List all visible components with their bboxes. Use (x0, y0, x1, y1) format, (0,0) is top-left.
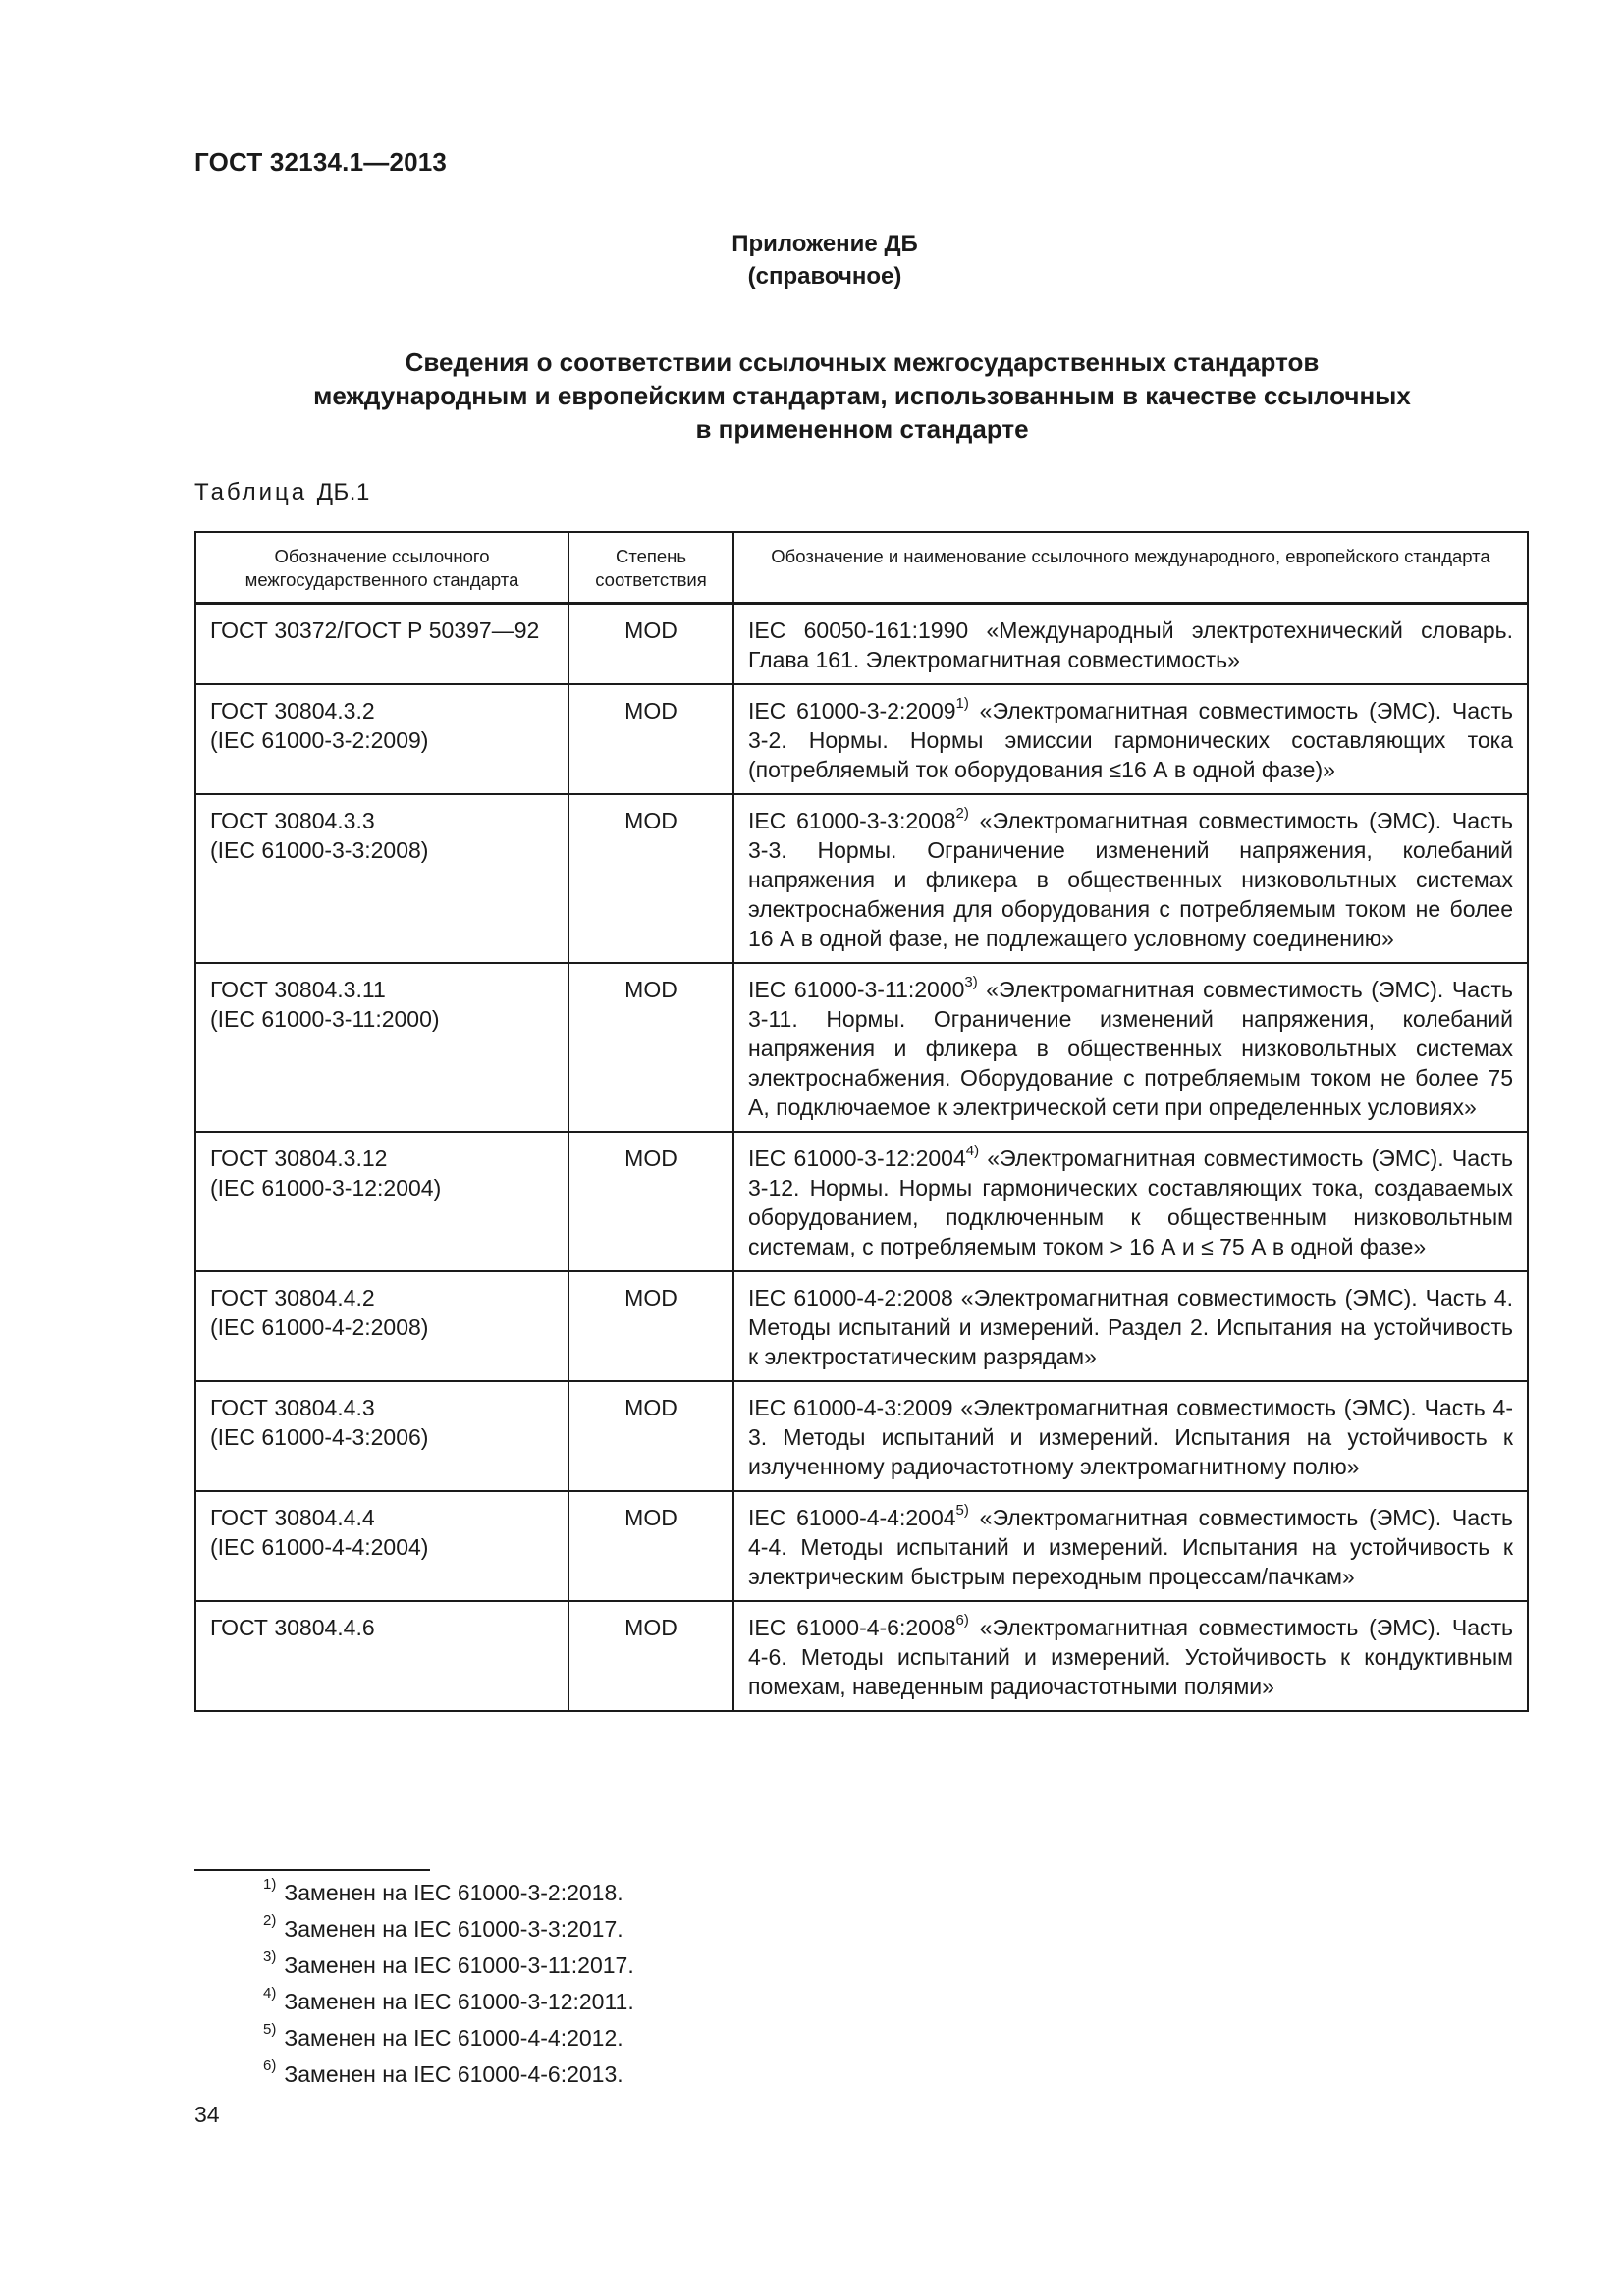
cell-degree: MOD (568, 1491, 733, 1601)
cell-designation: ГОСТ 30804.4.3 (IEC 61000-4-3:2006) (195, 1381, 568, 1491)
cell-international-standard (733, 684, 1528, 794)
ref-title: «Электромагнитная совместимость (ЭМС). Часть 3-11. Нормы. Ограничение изменений напряжения, колебаний напряжения и фликера в общественных низковольтных системах электроснабжения. Оборудование с потребляемым током не более 75 А, подключаемое к электрической сети при определенных условиях» (748, 977, 1513, 1120)
footnote-marker: 2) (955, 805, 969, 823)
table-header-row (195, 532, 1528, 604)
footnote-marker: 1) (955, 695, 969, 713)
ref-designation: IEC 61000-4-6:2008 (748, 1615, 956, 1640)
footnote-mark: 3) (263, 1949, 277, 1966)
footnote-text: Заменен на IEC 61000-3-3:2017. (284, 1916, 623, 1942)
table-row (195, 1381, 1528, 1491)
footnote (263, 1984, 634, 2020)
cell-degree: MOD (568, 1601, 733, 1711)
footnote (263, 1948, 634, 1984)
cell-designation: ГОСТ 30804.3.2 (IEC 61000-3-2:2009) (195, 684, 568, 794)
table-row (195, 684, 1528, 794)
table-row (195, 1132, 1528, 1271)
table-row (195, 604, 1528, 685)
cell-international-standard (733, 604, 1528, 685)
table-row (195, 1601, 1528, 1711)
header-designation: Обозначение ссылочного межгосударственного стандарта (195, 532, 568, 604)
section-title-line: в примененном стандарте (695, 414, 1029, 444)
ref-title: «Электромагнитная совместимость (ЭМС). Часть 4-6. Методы испытаний и измерений. Устойчивость к кондуктивным помехам, наведенным радиочастотными полями» (748, 1615, 1513, 1699)
footnote-mark: 4) (263, 1985, 277, 2002)
cell-international-standard (733, 1271, 1528, 1381)
document-header: ГОСТ 32134.1—2013 (194, 147, 448, 177)
table-row (195, 1271, 1528, 1381)
ref-title: «Электромагнитная совместимость (ЭМС). Часть 3-12. Нормы. Нормы гармонических составляющих тока, создаваемых оборудованием, подключенным к общественным низковольтным системам, с потребляемым током > 16 А и ≤ 75 А в одной фазе» (748, 1146, 1514, 1259)
ref-title: «Электромагнитная совместимость (ЭМС). Часть 3-3. Нормы. Ограничение изменений напряжения, колебаний напряжения и фликера в общественных низковольтных системах электроснабжения для оборудования с потребляемым током не более 16 А в одной фазе, не подлежащего условному соединению» (748, 808, 1513, 951)
cell-designation: ГОСТ 30804.4.2 (IEC 61000-4-2:2008) (195, 1271, 568, 1381)
ref-designation: IEC 60050-161:1990 (748, 617, 969, 643)
footnote-mark: 5) (263, 2021, 277, 2039)
cell-degree: MOD (568, 684, 733, 794)
cell-designation: ГОСТ 30804.4.6 (195, 1601, 568, 1711)
footnote-text: Заменен на IEC 61000-4-4:2012. (284, 2025, 623, 2051)
cell-international-standard (733, 963, 1528, 1132)
ref-title: «Электромагнитная совместимость (ЭМС). Часть 3-2. Нормы. Нормы эмиссии гармонических составляющих тока (потребляемый ток оборудования ≤16 А в одной фазе)» (748, 698, 1513, 782)
cell-degree: MOD (568, 1381, 733, 1491)
page-number: 34 (194, 2102, 220, 2127)
ref-designation: IEC 61000-3-12:2004 (748, 1146, 966, 1171)
footnote-divider (194, 1869, 430, 1871)
footnote (263, 1875, 634, 1911)
cell-international-standard (733, 1381, 1528, 1491)
cell-designation: ГОСТ 30804.3.12 (IEC 61000-3-12:2004) (195, 1132, 568, 1271)
table-body (195, 604, 1528, 1712)
table-row (195, 1491, 1528, 1601)
footnote-text: Заменен на IEC 61000-3-12:2011. (284, 1989, 634, 2014)
ref-designation: IEC 61000-4-3:2009 (748, 1395, 953, 1420)
header-international: Обозначение и наименование ссылочного международного, европейского стандарта (733, 532, 1528, 604)
annex-heading (0, 228, 1624, 293)
ref-designation: IEC 61000-4-4:2004 (748, 1505, 956, 1530)
cell-degree: MOD (568, 794, 733, 963)
cell-degree: MOD (568, 1132, 733, 1271)
footnote-marker: 4) (965, 1143, 980, 1160)
ref-designation: IEC 61000-4-2:2008 (748, 1285, 953, 1310)
table-row (195, 794, 1528, 963)
ref-title: «Международный электротехнический словарь. Глава 161. Электромагнитная совместимость» (748, 617, 1514, 672)
cell-degree: MOD (568, 604, 733, 685)
annex-subtitle: (справочное) (747, 263, 902, 290)
footnotes (263, 1875, 634, 2093)
footnote-marker: 5) (955, 1502, 969, 1520)
footnote-text: Заменен на IEC 61000-3-11:2017. (284, 1952, 634, 1978)
cell-international-standard (733, 1491, 1528, 1601)
ref-designation: IEC 61000-3-11:2000 (748, 977, 965, 1002)
footnote-mark: 6) (263, 2057, 277, 2075)
table-row (195, 963, 1528, 1132)
ref-title: «Электромагнитная совместимость (ЭМС). Часть 4-4. Методы испытаний и измерений. Испытания на устойчивость к электрическим быстрым переходным процессам/пачкам» (748, 1505, 1513, 1589)
footnote-text: Заменен на IEC 61000-3-2:2018. (284, 1880, 623, 1905)
ref-designation: IEC 61000-3-3:2008 (748, 808, 956, 833)
cell-designation: ГОСТ 30804.3.3 (IEC 61000-3-3:2008) (195, 794, 568, 963)
table-caption-number: ДБ.1 (316, 479, 370, 506)
annex-title: Приложение ДБ (731, 231, 918, 257)
footnote (263, 2056, 634, 2093)
cell-degree: MOD (568, 1271, 733, 1381)
footnote-mark: 2) (263, 1912, 277, 1930)
cell-designation: ГОСТ 30804.3.11 (IEC 61000-3-11:2000) (195, 963, 568, 1132)
ref-designation: IEC 61000-3-2:2009 (748, 698, 956, 723)
cell-degree: MOD (568, 963, 733, 1132)
cell-international-standard (733, 1132, 1528, 1271)
footnote (263, 2020, 634, 2056)
ref-title: «Электромагнитная совместимость (ЭМС). Часть 4-3. Методы испытаний и измерений. Испытания на устойчивость к излученному радиочастотному электромагнитному полю» (748, 1395, 1513, 1479)
ref-title: «Электромагнитная совместимость (ЭМС). Часть 4. Методы испытаний и измерений. Раздел 2. Испытания на устойчивость к электростатическим разрядам» (748, 1285, 1513, 1369)
section-title (194, 346, 1530, 446)
cell-designation: ГОСТ 30804.4.4 (IEC 61000-4-4:2004) (195, 1491, 568, 1601)
cell-international-standard (733, 794, 1528, 963)
table-caption (194, 479, 370, 507)
reference-standards-table (194, 531, 1529, 1712)
footnote-mark: 1) (263, 1876, 277, 1894)
footnote (263, 1911, 634, 1948)
footnote-marker: 3) (964, 974, 978, 991)
header-degree: Степень соответствия (568, 532, 733, 604)
section-title-line: Сведения о соответствии ссылочных межгосударственных стандартов (405, 347, 1320, 377)
footnote-marker: 6) (955, 1612, 969, 1629)
cell-designation: ГОСТ 30372/ГОСТ Р 50397—92 (195, 604, 568, 685)
cell-international-standard (733, 1601, 1528, 1711)
section-title-line: международным и европейским стандартам, использованным в качестве ссылочных (313, 381, 1411, 410)
footnote-text: Заменен на IEC 61000-4-6:2013. (284, 2061, 623, 2087)
table-caption-word: Таблица (194, 479, 308, 506)
